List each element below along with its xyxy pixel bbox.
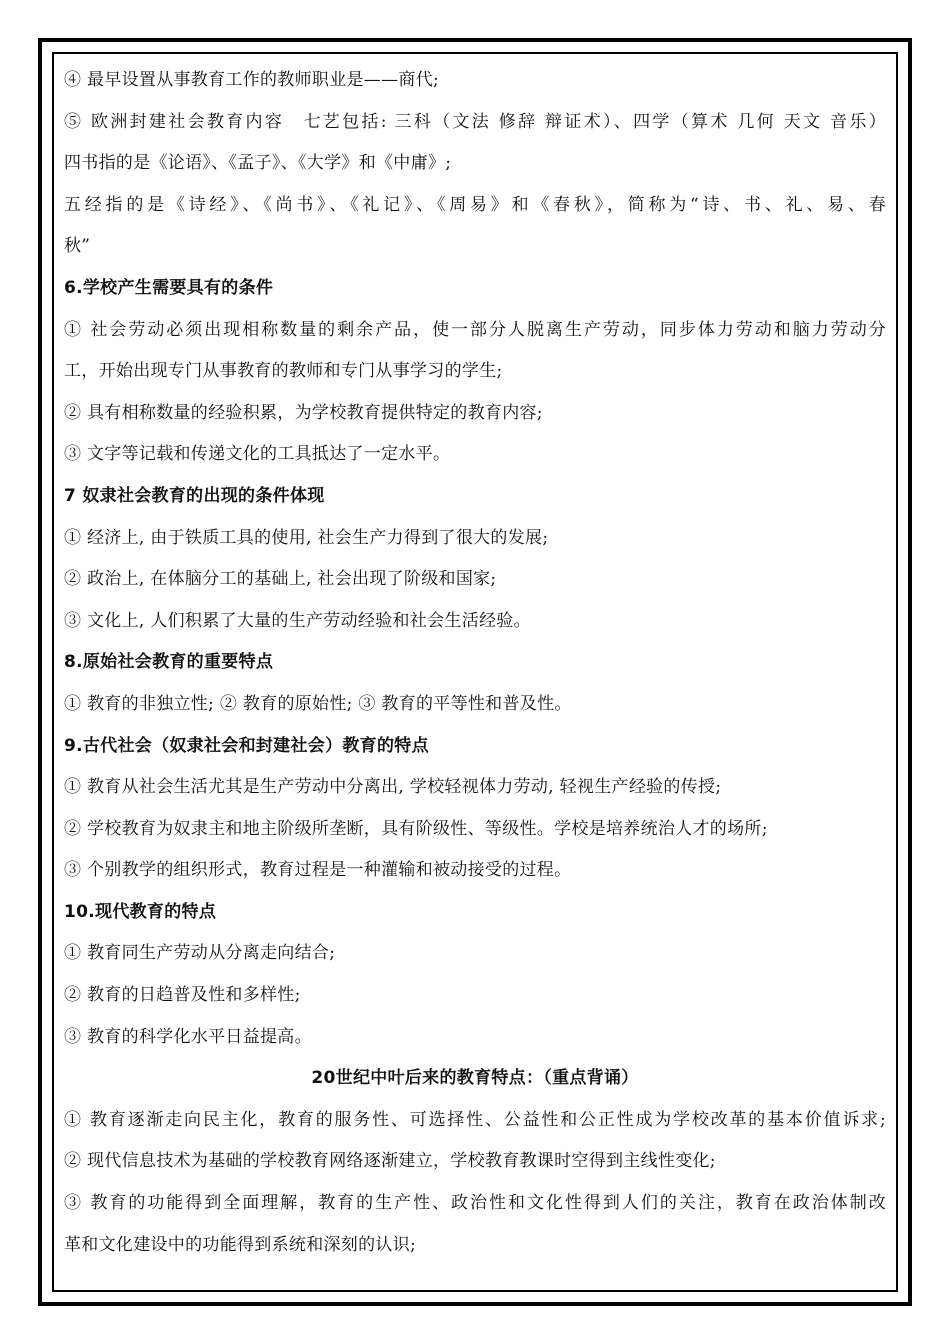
text-line: 五经指的是《诗经》、《尚书》、《礼记》、《周易》和《春秋》，简称为“诗、书、礼、易、春 <box>64 194 886 215</box>
text-line: ③ 文化上, 人们积累了大量的生产劳动经验和社会生活经验。 <box>64 610 531 631</box>
text-line: 四书指的是《论语》、《孟子》、《大学》和《中庸》; <box>64 153 452 174</box>
section-heading: 6.学校产生需要具有的条件 <box>64 277 274 298</box>
section-heading: 9.古代社会（奴隶社会和封建社会）教育的特点 <box>64 735 429 756</box>
section-heading: 10.现代教育的特点 <box>64 901 217 922</box>
section-heading: 20世纪中叶后来的教育特点：（重点背诵） <box>311 1068 639 1089</box>
section-heading: 7 奴隶社会教育的出现的条件体现 <box>64 485 325 506</box>
text-line: ③ 个别教学的组织形式，教育过程是一种灌输和被动接受的过程。 <box>64 860 572 881</box>
text-line: ① 教育从社会生活尤其是生产劳动中分离出, 学校轻视体力劳动, 轻视生产经验的传授; <box>64 777 722 798</box>
text-line: ③ 教育的科学化水平日益提高。 <box>64 1026 312 1047</box>
text-line: 革和文化建设中的功能得到系统和深刻的认识; <box>64 1234 417 1255</box>
section-heading: 8.原始社会教育的重要特点 <box>64 652 274 673</box>
text-line: ① 教育同生产劳动从分离走向结合; <box>64 943 336 964</box>
text-line: ② 学校教育为奴隶主和地主阶级所垄断，具有阶级性、等级性。学校是培养统治人才的场所; <box>64 818 768 839</box>
text-line: ① 经济上, 由于铁质工具的使用, 社会生产力得到了很大的发展; <box>64 527 549 548</box>
text-line: ② 教育的日趋普及性和多样性; <box>64 985 301 1006</box>
document-content <box>64 60 886 1284</box>
text-line: ② 政治上, 在体脑分工的基础上, 社会出现了阶级和国家; <box>64 569 497 590</box>
text-line: ① 教育的非独立性; ② 教育的原始性; ③ 教育的平等性和普及性。 <box>64 693 572 714</box>
page-border-outer <box>38 38 912 1306</box>
page-border-inner <box>52 52 898 1292</box>
text-line: ⑤ 欧洲封建社会教育内容 七艺包括: 三科（文法 修辞 辩证术）、四学（算术 几何 天文 音乐） <box>64 111 886 132</box>
text-line: ③ 文字等记载和传递文化的工具抵达了一定水平。 <box>64 444 451 465</box>
text-line: ① 教育逐渐走向民主化，教育的服务性、可选择性、公益性和公正性成为学校改革的基本价值诉求; <box>64 1109 886 1130</box>
text-line: ① 社会劳动必须出现相称数量的剩余产品，使一部分人脱离生产劳动，同步体力劳动和脑力劳动分 <box>64 319 886 340</box>
text-line: ④ 最早设置从事教育工作的教师职业是——商代; <box>64 70 440 90</box>
text-line: ② 现代信息技术为基础的学校教育网络逐渐建立，学校教育教课时空得到主线性变化; <box>64 1151 716 1172</box>
text-line: 秋” <box>64 236 91 257</box>
text-line: ② 具有相称数量的经验积累，为学校教育提供特定的教育内容; <box>64 402 543 423</box>
text-line: 工，开始出现专门从事教育的教师和专门从事学习的学生; <box>64 361 503 382</box>
text-line: ③ 教育的功能得到全面理解，教育的生产性、政治性和文化性得到人们的关注，教育在政治体制改 <box>64 1193 886 1214</box>
